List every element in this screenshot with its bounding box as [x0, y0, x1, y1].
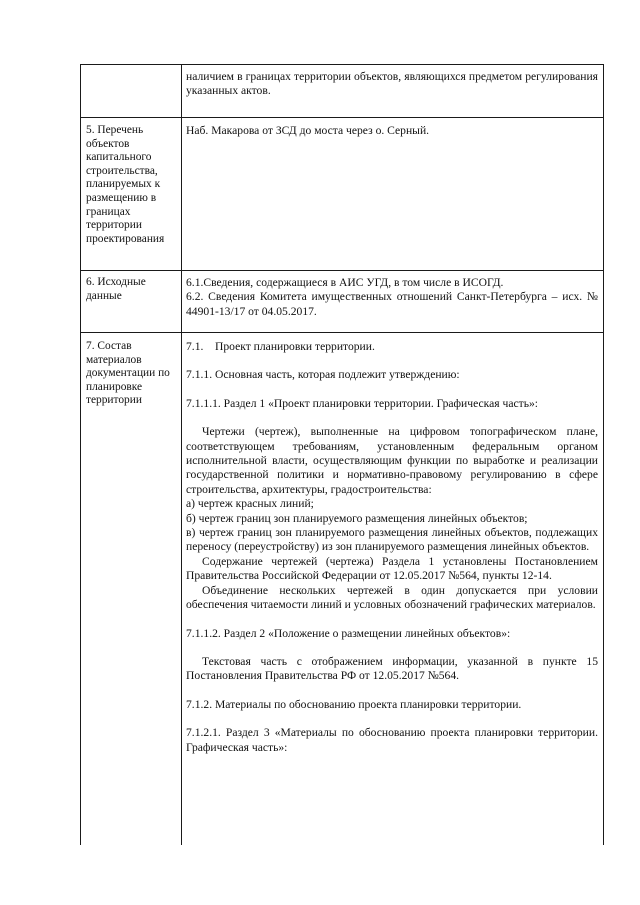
- row-divider: [80, 332, 604, 333]
- row-7-label: 7. Состав материалов документации по планировке территории: [86, 340, 170, 407]
- section-heading: 7.1.2.1. Раздел 3 «Материалы по обоснованию проекта планировки территории. Графическая часть»:: [186, 726, 598, 754]
- section-heading: 7.1. Проект планировки территории.: [186, 340, 375, 353]
- table-border-right: [603, 64, 604, 845]
- section-heading: 7.1.1.1. Раздел 1 «Проект планировки территории. Графическая часть»:: [186, 396, 539, 410]
- table-column-divider: [181, 64, 182, 845]
- paragraph: Текстовая часть с отображением информации, указанной в пункте 15 Постановления Правительства РФ от 12.05.2017 №564.: [186, 654, 598, 683]
- row-5-content: [186, 124, 598, 138]
- row-6-label: 6. Исходные данные: [86, 276, 146, 302]
- source-data-item: 6.1.Сведения, содержащиеся в АИС УГД, в том числе в ИСОГД.: [186, 276, 504, 289]
- source-data-item: 6.2. Сведения Комитета имущественных отношений Санкт-Петербурга – исх. № 44901-13/17 от 04.05.2017.: [186, 290, 598, 318]
- paragraph: Объединение нескольких чертежей в один допускается при условии обеспечения читаемости линий и условных обозначений графических материалов.: [186, 583, 598, 612]
- row-divider: [80, 117, 604, 118]
- object-list-text: Наб. Макарова от ЗСД до моста через о. Серный.: [186, 124, 430, 137]
- continuation-text: наличием в границах территории объектов, являющихся предметом регулирования указанных актов.: [186, 70, 598, 98]
- paragraph: Чертежи (чертеж), выполненные на цифровом топографическом плане, соответствующем требованиям, установленным федеральным органом исполнительной власти, осуществляющим функции по выработке и реализации государственной политики и нормативно-правовому регулированию в сфере строительства, архитектуры, градостроительства:: [186, 425, 598, 496]
- list-item: а) чертеж красных линий;: [186, 497, 314, 511]
- list-item: б) чертеж границ зон планируемого размещения линейных объектов;: [186, 511, 528, 525]
- section-heading: 7.1.1.2. Раздел 2 «Положение о размещении линейных объектов»:: [186, 626, 511, 640]
- section-heading: 7.1.1. Основная часть, которая подлежит утверждению:: [186, 368, 460, 382]
- paragraph: Содержание чертежей (чертежа) Раздела 1 установлены Постановлением Правительства Российской Федерации от 12.05.2017 №564, пункты 12-14.: [186, 554, 598, 583]
- row-6-content: [186, 276, 598, 319]
- row-7-content: [186, 340, 598, 755]
- row-continuation-content: [186, 70, 598, 99]
- table-border-left: [80, 64, 81, 845]
- list-item: в) чертеж границ зон планируемого размещения линейных объектов, подлежащих переносу (переустройству) из зон планируемого размещения линейных объектов.: [186, 526, 598, 554]
- row-5-label: 5. Перечень объектов капитального строительства, планируемых к размещению в границах территории проектирования: [86, 124, 165, 245]
- section-heading: 7.1.2. Материалы по обоснованию проекта планировки территории.: [186, 697, 522, 711]
- row-divider: [80, 270, 604, 271]
- table-border-top: [80, 64, 604, 65]
